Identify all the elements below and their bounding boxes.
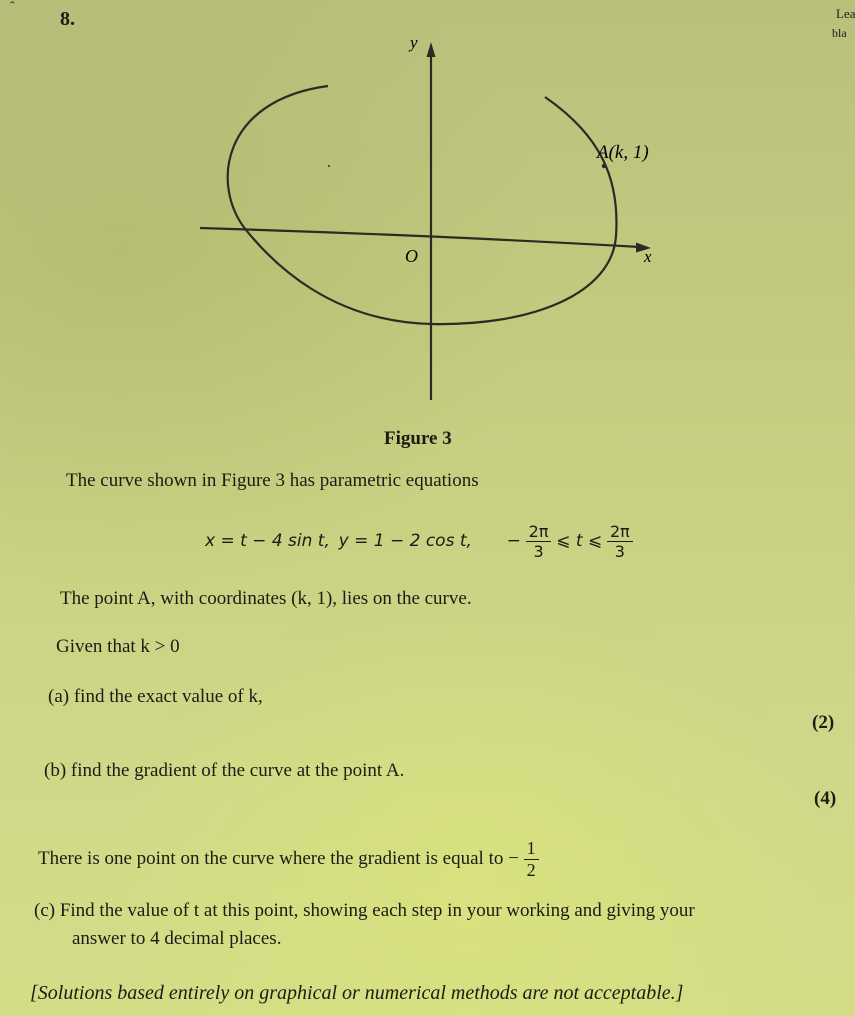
y-axis-arrowhead [427, 42, 436, 57]
gradient-statement [38, 838, 539, 881]
part-b-text: (b) find the gradient of the curve at the point A. [44, 760, 405, 781]
x-axis-label: x [644, 247, 652, 266]
gradient-statement-text: There is one point on the curve where the gradient is equal to − [38, 847, 519, 869]
y-axis-label: y [410, 33, 418, 52]
point-statement: The point A, with coordinates (k, 1), lies on the curve. [60, 588, 472, 609]
gradient-fraction [524, 838, 539, 881]
range-minus-sign: − [506, 530, 521, 551]
part-a-text: (a) find the exact value of k, [48, 686, 263, 707]
curve-dot [328, 165, 330, 167]
margin-text-bottom: bla [832, 26, 847, 40]
range-lower-fraction [526, 522, 552, 561]
page-corner-mark: ˆ [10, 0, 15, 15]
lower-fraction-denominator: 3 [533, 542, 544, 561]
upper-fraction-numerator: 2π [607, 522, 633, 542]
part-c-line-2: answer to 4 decimal places. [72, 928, 282, 949]
origin-label: O [405, 246, 418, 266]
x-equation: x = t − 4 sin t, [205, 530, 330, 551]
question-number: 8. [60, 8, 75, 30]
part-a-marks: (2) [812, 712, 835, 733]
part-c-line-1: (c) Find the value of t at this point, showing each step in your working and giving your [34, 900, 695, 921]
intro-text: The curve shown in Figure 3 has parametric equations [66, 470, 479, 491]
figure-caption: Figure 3 [384, 428, 452, 449]
gradient-fraction-numerator: 1 [524, 838, 539, 860]
point-a-label: A(k, 1) [597, 142, 649, 163]
point-a-marker [602, 164, 606, 168]
range-inequality: ⩽ t ⩽ [556, 530, 603, 551]
y-equation: y = 1 − 2 cos t, [338, 530, 472, 551]
x-axis [200, 228, 640, 247]
upper-fraction-denominator: 3 [614, 542, 625, 561]
range-upper-fraction [607, 522, 633, 561]
margin-text-top: Lea [836, 6, 855, 21]
lower-fraction-numerator: 2π [526, 522, 552, 542]
parametric-equations [205, 522, 633, 561]
gradient-fraction-denominator: 2 [526, 860, 536, 880]
parametric-curve [228, 86, 617, 324]
part-b-marks: (4) [814, 788, 837, 809]
given-statement: Given that k > 0 [56, 636, 180, 657]
footer-note: [Solutions based entirely on graphical or numerical methods are not acceptable.] [30, 982, 684, 1004]
figure-3-diagram [0, 0, 852, 430]
